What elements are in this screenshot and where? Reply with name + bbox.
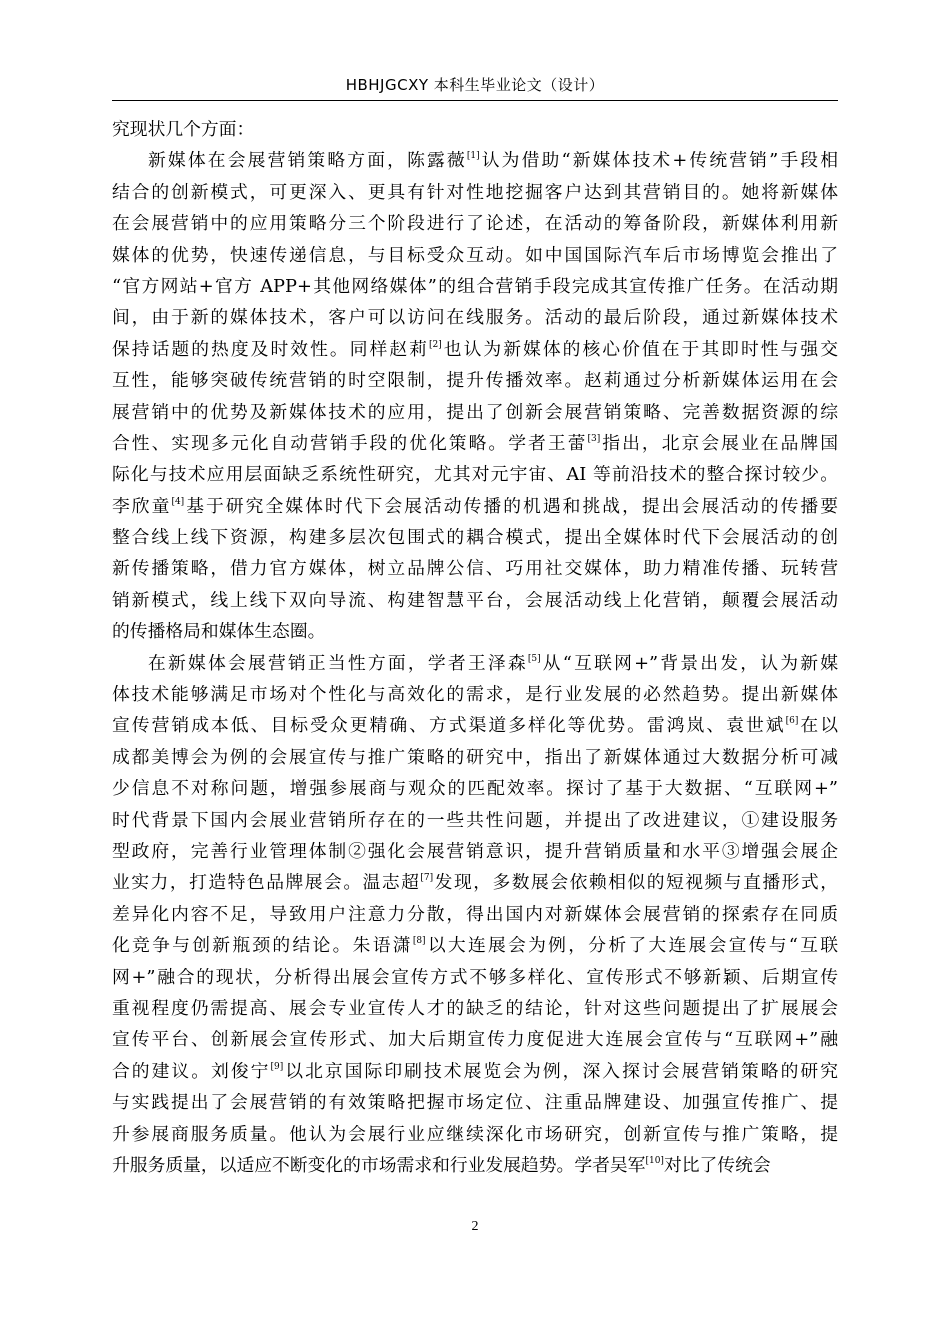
text-line	[112, 553, 838, 584]
text-line	[112, 836, 838, 867]
text-line	[112, 805, 838, 836]
citation-ref[interactable]: [2]	[429, 339, 442, 350]
text-segment: 保持话题的热度及时效性。同样赵莉	[112, 338, 429, 360]
text-line	[112, 899, 838, 930]
text-segment: 与实践提出了会展营销的有效策略把握市场定位、注重品牌建设、加强宣传推广、提	[112, 1092, 838, 1114]
text-line	[112, 679, 838, 710]
text-segment: 升参展商服务质量。他认为会展行业应继续深化市场研究，创新宣传与推广策略，提	[112, 1123, 838, 1145]
citation-ref[interactable]: [1]	[466, 151, 480, 162]
page-number: 2	[471, 1219, 479, 1234]
text-segment: 宣传营销成本低、目标受众更精确、方式渠道多样化等优势。雷鸿岚、袁世斌	[112, 715, 786, 737]
text-line	[112, 1150, 838, 1181]
text-segment: 差异化内容不足，导致用户注意力分散，得出国内对新媒体会展营销的探索存在同质	[112, 903, 838, 925]
text-line	[112, 334, 838, 365]
page-header-title: HBHJGCXY 本科生毕业论文（设计）	[345, 76, 605, 94]
text-line	[112, 773, 838, 804]
text-segment: 究现状几个方面：	[112, 119, 255, 140]
text-segment: 整合线上线下资源，构建多层次包围式的耦合模式，提出全媒体时代下会展活动的创	[112, 527, 838, 549]
citation-ref[interactable]: [3]	[587, 433, 601, 444]
text-line	[112, 114, 838, 145]
text-segment: 对比了传统会	[663, 1154, 771, 1176]
text-segment: 在新媒体会展营销正当性方面，学者王泽森	[148, 652, 528, 674]
text-segment: 结合的创新模式，可更深入、更具有针对性地挖掘客户达到其营销目的。她将新媒体	[112, 181, 838, 203]
text-line	[112, 1056, 838, 1087]
text-line	[112, 271, 838, 302]
text-line	[112, 1024, 838, 1055]
text-line	[112, 1087, 838, 1118]
text-segment: 的传播格局和媒体生态圈。	[112, 621, 326, 643]
text-line	[112, 1119, 838, 1150]
text-segment: 宣传平台、创新展会宣传形式、加大后期宣传力度促进大连展会宣传与“互联网+”融	[112, 1029, 838, 1051]
text-segment: 认为借助“新媒体技术+传统营销”手段相	[479, 150, 838, 172]
text-segment: 化竞争与创新瓶颈的结论。朱语潇	[112, 935, 413, 957]
citation-ref[interactable]: [6]	[785, 716, 799, 727]
citation-ref[interactable]: [9]	[270, 1061, 284, 1072]
text-segment: 以大连展会为例，分析了大连展会宣传与“互联	[425, 935, 838, 957]
text-segment: 基于研究全媒体时代下会展活动传播的机遇和挑战，提出会展活动的传播要	[184, 495, 838, 517]
text-segment: 体技术能够满足市场对个性化与高效化的需求，是行业发展的必然趋势。提出新媒体	[112, 684, 838, 706]
text-segment: “官方网站+官方 APP+其他网络媒体”的组合营销手段完成其宣传推广任务。在活动期	[112, 275, 838, 297]
text-line	[112, 522, 838, 553]
text-line	[112, 365, 838, 396]
text-segment: 从“互联网+”背景出发，认为新媒	[540, 652, 838, 674]
text-segment: 互性，能够突破传统营销的时空限制，提升传播效率。赵莉通过分析新媒体运用在会	[112, 370, 838, 392]
header-divider	[112, 100, 838, 101]
text-segment: 新媒体在会展营销策略方面，陈露薇	[148, 150, 467, 172]
text-segment: 合的建议。刘俊宁	[112, 1060, 271, 1082]
citation-ref[interactable]: [10]	[645, 1155, 664, 1166]
text-line	[112, 459, 838, 490]
text-segment: 以北京国际印刷技术展览会为例，深入探讨会展营销策略的研究	[283, 1060, 838, 1082]
text-segment: 际化与技术应用层面缺乏系统性研究，尤其对元宇宙、AI 等前沿技术的整合探讨较少。	[112, 464, 838, 486]
text-line	[112, 397, 838, 428]
text-segment: 合性、实现多元化自动营销手段的优化策略。学者王蕾	[112, 432, 588, 454]
text-segment: 指出，北京会展业在品牌国	[600, 432, 838, 454]
citation-ref[interactable]: [7]	[420, 873, 434, 884]
text-segment: 展营销中的优势及新媒体技术的应用，提出了创新会展营销策略、完善数据资源的综	[112, 401, 838, 423]
text-segment: 升服务质量，以适应不断变化的市场需求和行业发展趋势。学者吴军	[112, 1154, 646, 1176]
text-line	[112, 616, 838, 647]
text-segment: 发现，多数展会依赖相似的短视频与直播形式，	[433, 872, 838, 894]
text-segment: 成都美博会为例的会展宣传与推广策略的研究中，指出了新媒体通过大数据分析可减	[112, 746, 838, 768]
text-segment: 媒体的优势，快速传递信息，与目标受众互动。如中国国际汽车后市场博览会推出了	[112, 244, 838, 266]
text-segment: 业实力，打造特色品牌展会。温志超	[112, 872, 421, 894]
text-line	[112, 145, 838, 176]
citation-ref[interactable]: [8]	[412, 936, 426, 947]
text-segment: 销新模式，线上线下双向导流、构建智慧平台，会展活动线上化营销，颠覆会展活动	[112, 589, 838, 611]
text-line	[112, 648, 838, 679]
text-line	[112, 208, 838, 239]
text-line	[112, 240, 838, 271]
text-segment: 型政府，完善行业管理体制②强化会展营销意识，提升营销质量和水平③增强会展企	[112, 840, 838, 862]
text-line	[112, 302, 838, 333]
text-segment: 在会展营销中的应用策略分三个阶段进行了论述，在活动的筹备阶段，新媒体利用新	[112, 213, 838, 235]
text-line	[112, 867, 838, 898]
text-segment: 网+”融合的现状，分析得出展会宣传方式不够多样化、宣传形式不够新颖、后期宣传	[112, 966, 838, 988]
text-line	[112, 177, 838, 208]
text-segment: 李欣童	[112, 495, 172, 517]
text-segment: 新传播策略，借力官方媒体，树立品牌公信、巧用社交媒体，助力精准传播、玩转营	[112, 558, 838, 580]
text-segment: 重视程度仍需提高、展会专业宣传人才的缺乏的结论，针对这些问题提出了扩展展会	[112, 997, 838, 1019]
text-segment: 在以	[798, 715, 838, 737]
document-body	[112, 114, 838, 1181]
text-line	[112, 930, 838, 961]
text-line	[112, 491, 838, 522]
citation-ref[interactable]: [5]	[527, 653, 541, 664]
citation-ref[interactable]: [4]	[171, 496, 185, 507]
text-segment: 也认为新媒体的核心价值在于其即时性与强交	[441, 338, 838, 360]
text-line	[112, 742, 838, 773]
text-line	[112, 993, 838, 1024]
text-segment: 时代背景下国内会展业营销所存在的一些共性问题，并提出了改进建议，①建设服务	[112, 809, 838, 831]
text-segment: 少信息不对称问题，增强参展商与观众的匹配效率。探讨了基于大数据、“互联网+”	[112, 778, 838, 800]
text-line	[112, 710, 838, 741]
text-line	[112, 962, 838, 993]
text-segment: 间，由于新的媒体技术，客户可以访问在线服务。活动的最后阶段，通过新媒体技术	[112, 307, 838, 329]
text-line	[112, 428, 838, 459]
text-line	[112, 585, 838, 616]
